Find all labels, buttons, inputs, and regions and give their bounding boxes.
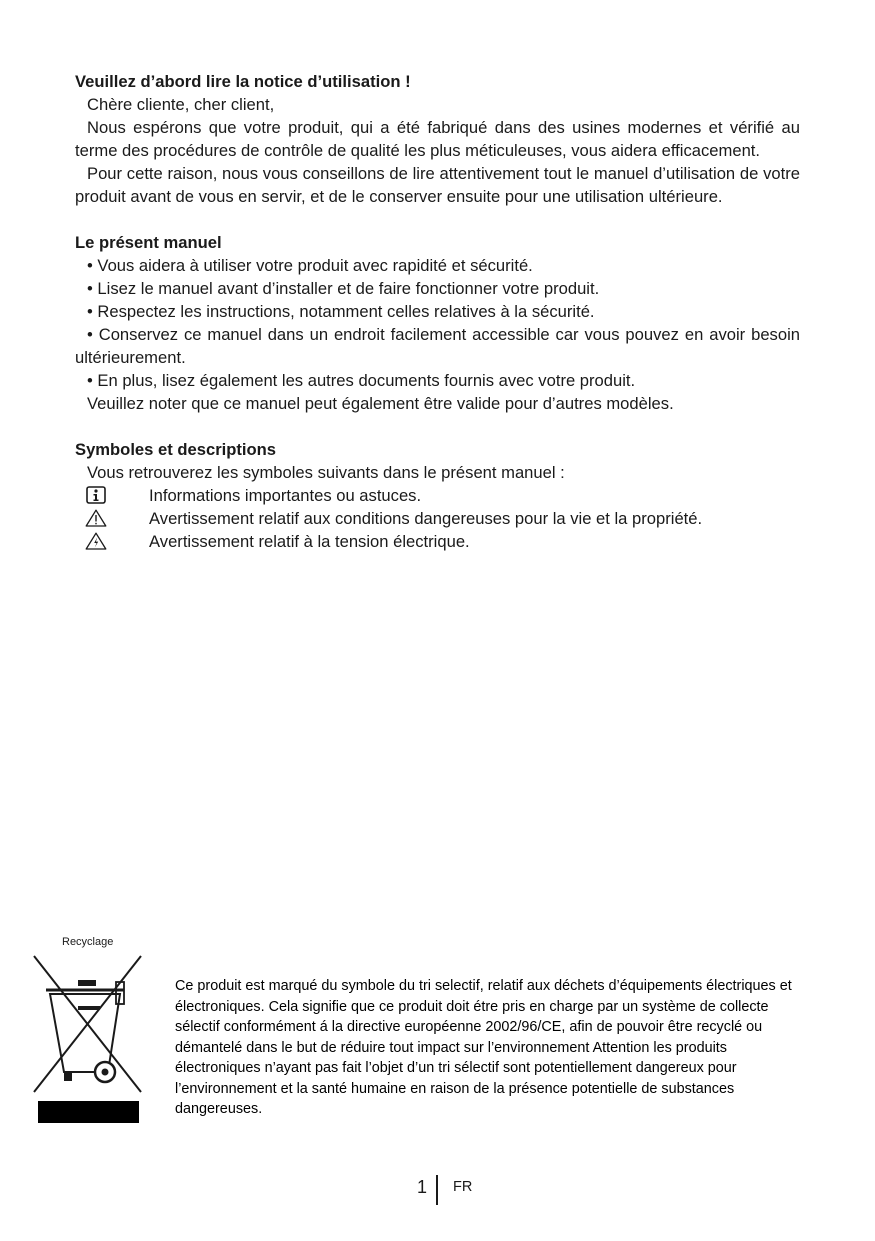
manual-content xyxy=(75,70,800,553)
intro-paragraph-1: Nous espérons que votre produit, qui a été fabriqué dans des usines modernes et vérifié au terme des procédures de contrôle de qualité les plus méticuleuses, vous aidera efficacement. xyxy=(75,118,800,160)
manual-bullet: • En plus, lisez également les autres documents fournis avec votre produit. xyxy=(87,371,636,390)
symbol-description: Avertissement relatif à la tension électrique. xyxy=(149,532,470,551)
page-number: 1 xyxy=(417,1177,428,1197)
warning-icon xyxy=(85,509,107,527)
symbols-intro: Vous retrouverez les symboles suivants dans le présent manuel : xyxy=(87,463,565,482)
intro-paragraph-2: Pour cette raison, nous vous conseillons de lire attentivement tout le manuel d’utilisation de votre produit avant de vous en servir, et de le conserver ensuite pour une utilisation ultérieure. xyxy=(75,164,800,206)
language-code: FR xyxy=(453,1179,473,1195)
recycling-notice: Ce produit est marqué du symbole du tri selectif, relatif aux déchets d’équipements électriques et électroniques. Cela signifie que ce produit doit étre pris en charge par un système de collecte sélectif conformément á la directive européenne 2002/96/CE, afin de pouvoir être recyclé ou démantelé dans le but de réduire tout impact sur l’environnement Attention les produits électroniques n’ayant pas fait l’objet d’un tri sélectif sont potentiellement dangereux pour l’environnement et la santé humaine en raison de la présence potentielle de substances dangereuses. xyxy=(175,978,792,1117)
section-spacer xyxy=(75,415,800,438)
manual-note: Veuillez noter que ce manuel peut également être valide pour d’autres modèles. xyxy=(87,394,674,413)
info-icon xyxy=(85,486,107,504)
symbol-row-warning xyxy=(75,507,800,530)
manual-bullet: • Lisez le manuel avant d’installer et de faire fonctionner votre produit. xyxy=(87,279,600,298)
symbol-row-electric xyxy=(75,530,800,553)
footer-divider xyxy=(436,1175,438,1205)
electric-warning-icon xyxy=(85,532,107,550)
crossed-out-wheelie-bin-icon xyxy=(28,950,148,1125)
symbol-description: Avertissement relatif aux conditions dangereuses pour la vie et la propriété. xyxy=(149,509,703,528)
manual-bullet: • Respectez les instructions, notamment celles relatives à la sécurité. xyxy=(87,302,595,321)
manual-bullet: • Vous aidera à utiliser votre produit avec rapidité et sécurité. xyxy=(87,256,533,275)
manual-heading: Le présent manuel xyxy=(75,233,222,252)
symbol-row-info xyxy=(75,484,800,507)
symbol-description: Informations importantes ou astuces. xyxy=(149,486,422,505)
symbols-heading: Symboles et descriptions xyxy=(75,440,277,459)
salutation: Chère cliente, cher client, xyxy=(87,95,275,114)
recycling-label: Recyclage xyxy=(62,936,114,948)
section-spacer xyxy=(75,208,800,231)
manual-bullet: • Conservez ce manuel dans un endroit facilement accessible car vous pouvez en avoir besoin ultérieurement. xyxy=(75,325,800,367)
page-footer xyxy=(0,1172,875,1208)
intro-heading: Veuillez d’abord lire la notice d’utilisation ! xyxy=(75,72,411,91)
